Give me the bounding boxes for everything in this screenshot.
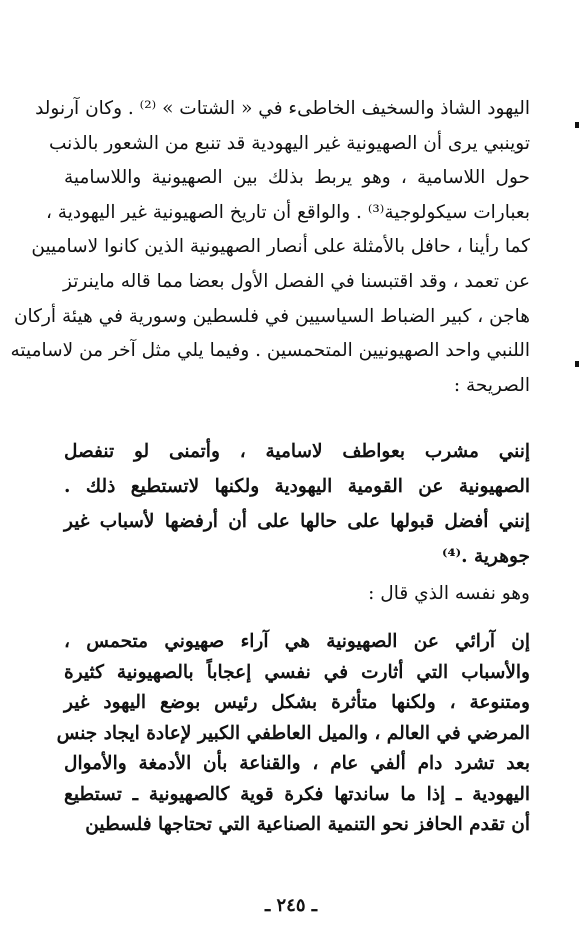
text-line: حول اللاسامية ، وهو يربط بذلك بين الصهيونية واللاسامية: [64, 167, 530, 189]
text-line: توينبي يرى أن الصهيونية غير اليهودية قد تنبع من الشعور بالذنب: [48, 132, 530, 154]
quote-line: اليهودية ـ إذا ما ساندتها فكرة قوية كالصهيونية ـ تستطيع: [64, 783, 530, 805]
text-line: بعبارات سيكولوجية⁽³⁾ . والواقع أن تاريخ الصهيونية غير اليهودية ،: [45, 201, 530, 223]
margin-mark: [575, 361, 579, 367]
quote-line: إنني أفضل قبولها على حالها على أن أرفضها لأسباب غير: [64, 511, 530, 532]
text-line: اللنبي واحد الصهيونيين المتحمسين . وفيما يلي مثل آخر من لاساميته: [10, 340, 530, 362]
page-number: ـ ٢٤٥ ـ: [264, 895, 318, 916]
quote-intro: وهو نفسه الذي قال :: [368, 583, 530, 604]
quote-line: جوهرية .⁽⁴⁾: [441, 546, 530, 567]
text-line: اليهود الشاذ والسخيف الخاطىء في « الشتات » ⁽²⁾ . وكان آرنولد: [35, 98, 530, 119]
text-line: عن تعمد ، وقد اقتبسنا في الفصل الأول بعضا مما قاله ماينرتز: [62, 270, 530, 292]
quote-line: المرضي في العالم ، والميل العاطفي الكبير لإعادة ايجاد جنس: [56, 722, 530, 744]
body-paragraph: [10, 92, 530, 403]
text-line: الصريحة :: [453, 374, 530, 396]
quote-line: الصهيونية عن القومية اليهودية ولكنها لاتستطيع ذلك .: [64, 476, 530, 497]
margin-mark: [575, 122, 579, 128]
text-line: كما رأينا ، حافل بالأمثلة على أنصار الصهيونية الذين كانوا لاساميين: [31, 236, 530, 258]
quote-line: إن آرائي عن الصهيونية هي آراء صهيوني متحمس ،: [64, 631, 530, 652]
block-quote: [56, 627, 530, 841]
quote-line: بعد تشرد دام ألفي عام ، والقناعة بأن الأدمغة والأموال: [64, 753, 530, 774]
quote-line: أن تقدم الحافز نحو التنمية الصناعية التي تحتاجها فلسطين: [85, 814, 530, 835]
quote-line: ومتنوعة ، ولكنها متأثرة بشكل رئيس بوضع اليهود غير: [64, 692, 530, 713]
text-line: هاجن ، كبير الضباط السياسيين في فلسطين وسورية في هيئة أركان: [13, 305, 530, 327]
quote-line: والأسباب التي أثارت في نفسي إعجاباً بالصهيونية كثيرة: [64, 661, 530, 683]
quote-line: إنني مشرب بعواطف لاسامية ، وأتمنى لو تنفصل: [64, 441, 530, 462]
block-quote: [64, 434, 530, 574]
